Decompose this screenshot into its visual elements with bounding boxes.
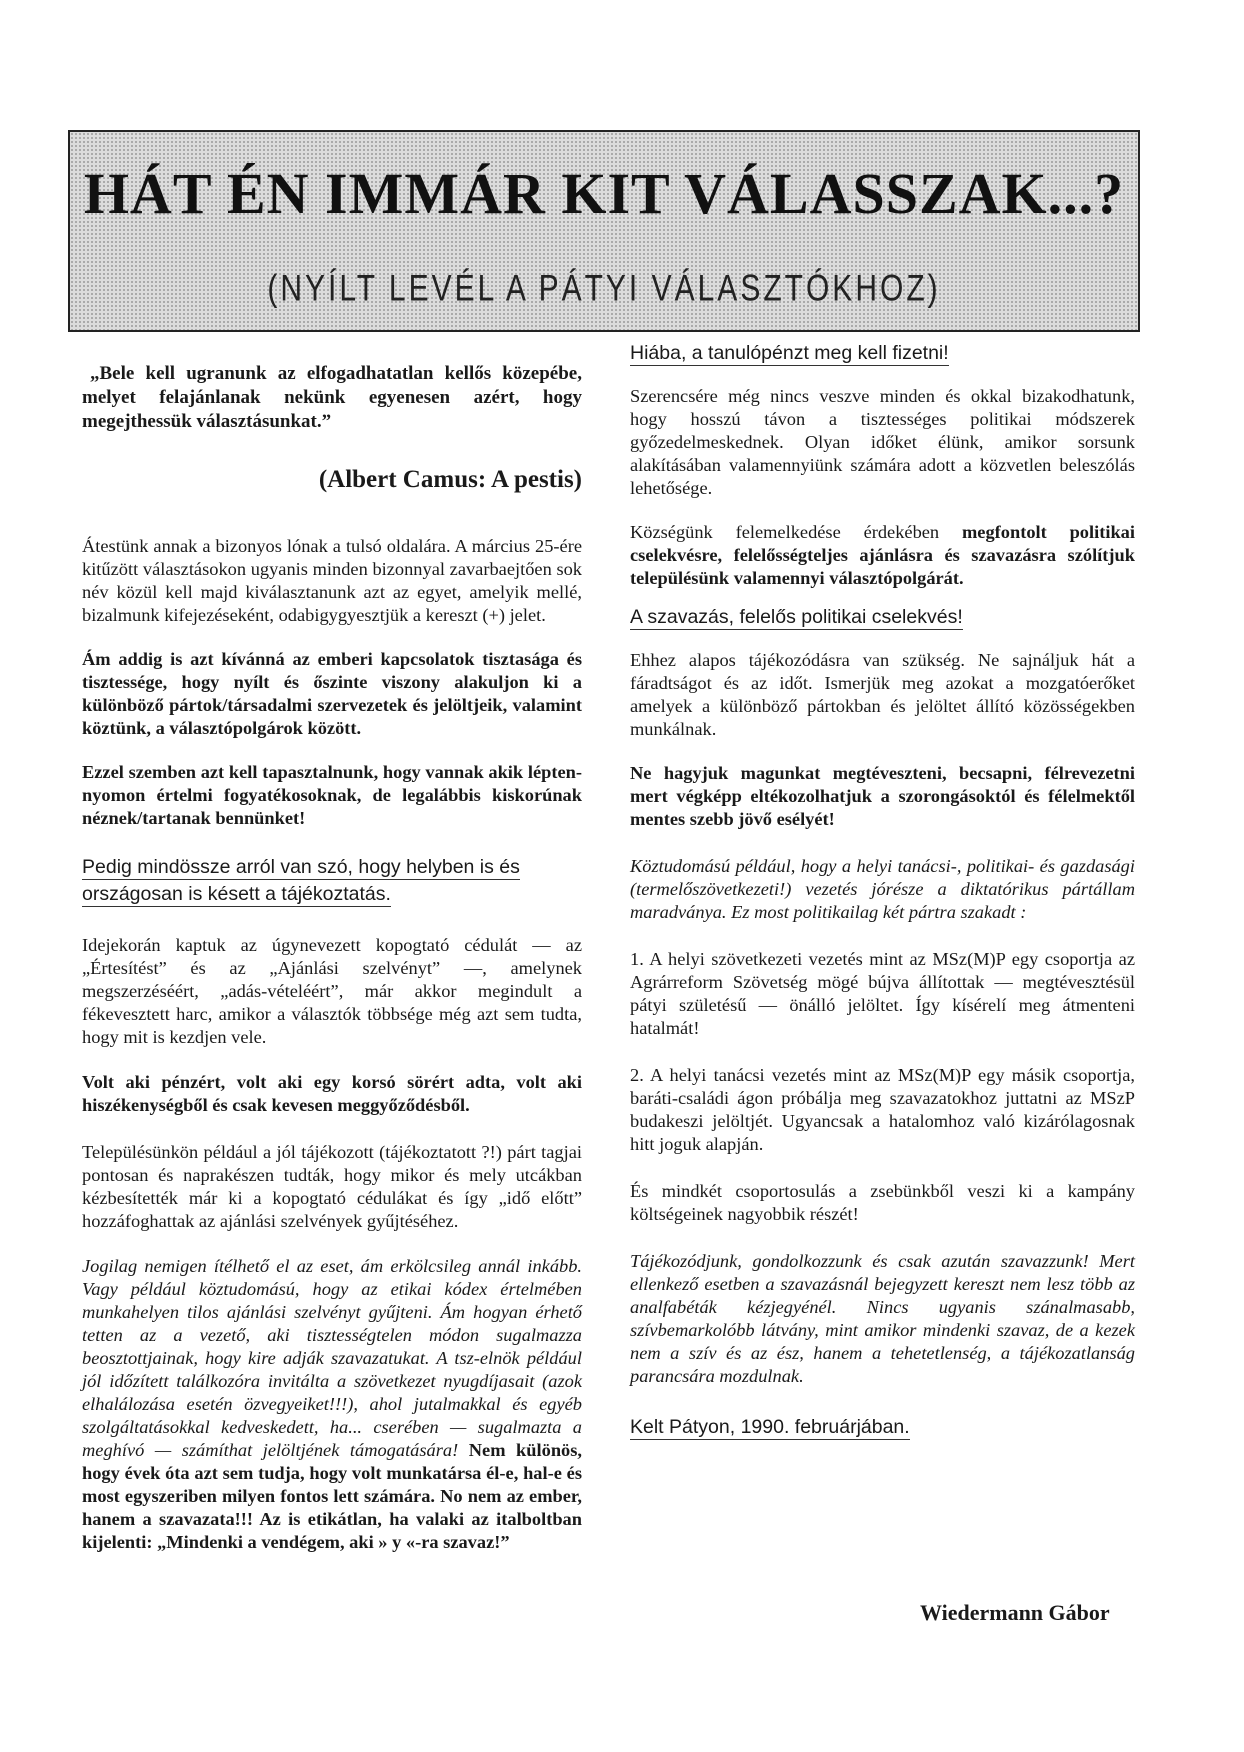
callout-text: Pedig mindössze arról van szó, hogy helyben is és országosan is késett a tájékoztatás. <box>82 856 520 905</box>
paragraph-mixed <box>630 521 1135 590</box>
paragraph-bold: Ne hagyjuk magunkat megtéveszteni, becsapni, félrevezetni mert végképp eltékozolhatjuk a szorongásoktól és félelmektől mentes szebb jövő esélyét! <box>630 763 1135 829</box>
title-banner <box>68 130 1140 332</box>
sans-callout <box>82 854 582 908</box>
paragraph: Ehhez alapos tájékozódásra van szükség. Ne sajnáljuk hát a fáradtságot és az időt. Ismerjük meg azokat a mozgatóerőket amelyek a különböző pártokban és jelöltet állító közösségekben munkálnak. <box>630 650 1135 739</box>
paragraph-italic: Tájékozódjunk, gondolkozzunk és csak azután szavazzunk! Mert ellenkező esetben a szavazásnál bejegyzett kereszt nem lesz több az analfabéták kézjegyénél. Nincs ugyanis szánalmasabb, szívbemarkolóbb látvány, mint amikor mindenki szavaz, de a kezek nem a szív és az ész, hanem a tehetetlenség, a tájékozatlanság parancsára mozdulnak. <box>630 1251 1135 1386</box>
dateline-text: Kelt Pátyon, 1990. februárjában. <box>630 1416 910 1438</box>
section-heading <box>630 340 1135 367</box>
page-subtitle: (NYÍLT LEVÉL A PÁTYI VÁLASZTÓKHOZ) <box>267 267 941 309</box>
left-column <box>82 340 582 1554</box>
right-column <box>630 340 1135 1441</box>
page-title: HÁT ÉN IMMÁR KIT VÁLASSZAK...? <box>83 161 1125 226</box>
epigraph-quote: „Bele kell ugranunk az elfogadhatatlan kellős közepébe, melyet felajánlanak nekünk egyenesen azért, hogy megejthessük választásunkat.” <box>82 363 582 432</box>
bold-text: Nem különös, hogy évek óta azt sem tudja, hogy volt munkatársa él-e, hal-e és most egyszeriben milyen fontos lett számára. No nem az ember, hanem a szavazata!!! Az is etikátlan, ha valaki az italboltban kijelenti: „Mindenki a vendégem, aki » y «-ra szavaz!” <box>82 1440 582 1552</box>
heading-text: Hiába, a tanulópénzt meg kell fizetni! <box>630 342 949 364</box>
section-heading <box>630 604 1135 631</box>
paragraph: Átestünk annak a bizonyos lónak a tulsó oldalára. A március 25-ére kitűzött választásokon ugyanis minden bizonnyal zavarbaejtően sok név közül kell majd kiválasztanunk azt az egyet, amelyik mellé, bizalmunk kifejezéseként, odabigygyesztjük a kereszt (+) jelet. <box>82 536 582 625</box>
normal-text: Községünk felemelkedése érdekében <box>630 522 962 542</box>
paragraph: Szerencsére még nincs veszve minden és okkal bizakodhatunk, hogy hosszú távon a tisztességes politikai módszerek győzedelmeskednek. Olyan időket élünk, amikor sorsunk alakításában valamennyiünk számára adott a közvetlen beleszólás lehetősége. <box>630 386 1135 498</box>
dateline <box>630 1414 1135 1441</box>
heading-text: A szavazás, felelős politikai cselekvés! <box>630 606 963 628</box>
bold-text: megfontolt politikai cselekvésre, felelősségteljes ajánlásra és szavazásra szólítjuk településünk valamennyi választópolgárát. <box>630 522 1135 588</box>
paragraph-bold: Ám addig is azt kívánná az emberi kapcsolatok tisztasága és tisztessége, hogy nyílt és őszinte viszony alakuljon ki a különböző pártok/társadalmi szervezetek és jelöltjeik, valamint köztünk, a választópolgárok között. <box>82 649 582 738</box>
paragraph: 2. A helyi tanácsi vezetés mint az MSz(M)P egy másik csoportja, baráti-családi ágon próbálja meg szavazatokhoz juttatni az MSzP budakeszi jelöltjét. Ugyancsak a hatalomhoz való kizárólagosnak hitt joguk alapján. <box>630 1065 1135 1154</box>
paragraph-italic: Köztudomású például, hogy a helyi tanácsi-, politikai- és gazdasági (termelőszövetkezeti!) vezetés jórésze a diktatórikus pártállam maradványa. Ez most politikailag két pártra szakadt : <box>630 856 1135 922</box>
paragraph: 1. A helyi szövetkezeti vezetés mint az MSz(M)P egy csoportja az Agrárreform Szövetség mögé bújva állítottak — megtévesztésül pátyi születésű — önálló jelöltet. Így kísérelí meg átmenteni hatalmát! <box>630 949 1135 1038</box>
paragraph-bold: Ezzel szemben azt kell tapasztalnunk, hogy vannak akik lépten-nyomon értelmi fogyatékosoknak, de legalábbis kiskorúnak néznek/tartanak bennünket! <box>82 762 582 828</box>
paragraph: Településünkön például a jól tájékozott (tájékoztatott ?!) párt tagjai pontosan és naprakészen tudták, hogy mikor és mely utcákban kézbesítették már ki a kopogtató cédulákat és így „idő előtt” hozzáfoghattak az ajánlási szelvények gyűjtéséhez. <box>82 1142 582 1231</box>
paragraph: Idejekorán kaptuk az úgynevezett kopogtató cédulát — az „Értesítést” és az „Ajánlási szelvényt” —, amelynek megszerzéséért, „adás-vételéért”, már akkor megindult a fékevesztett harc, amikor a választók többsége még azt sem tudta, hogy mit is kezdjen vele. <box>82 935 582 1047</box>
italic-text: Jogilag nemigen ítélhető el az eset, ám erkölcsileg annál inkább. Vagy például köztudomású, hogy az etikai kódex értelmében munkahelyen tilos ajánlási szelvényt gyűjteni. Ám hogyan érhető tetten az a vezető, aki tisztességtelen módon sugalmazza beosztottjainak, hogy kire adják szavazatukat. A tsz-elnök például jól időzített találkozóra invitálta a szövetkezet nyugdíjasait (azok elhalálozása esetén özvegyeiket!!!), ahol jutalmakkal és egyéb szolgáltatásokkal kedveskedett, ha... cserében — sugalmazta a meghívó — számíthat jelöltjének támogatására! <box>82 1256 582 1460</box>
paragraph-mixed <box>82 1255 582 1554</box>
paragraph-bold: Volt aki pénzért, volt aki egy korsó sörért adta, volt aki hiszékenységből és csak kevesen meggyőződésből. <box>82 1072 582 1115</box>
epigraph-attribution: (Albert Camus: A pestis) <box>318 466 582 493</box>
author-signature: Wiedermann Gábor <box>920 1600 1110 1625</box>
paragraph: És mindkét csoportosulás a zsebünkből veszi ki a kampány költségeinek nagyobbik részét! <box>630 1181 1135 1224</box>
